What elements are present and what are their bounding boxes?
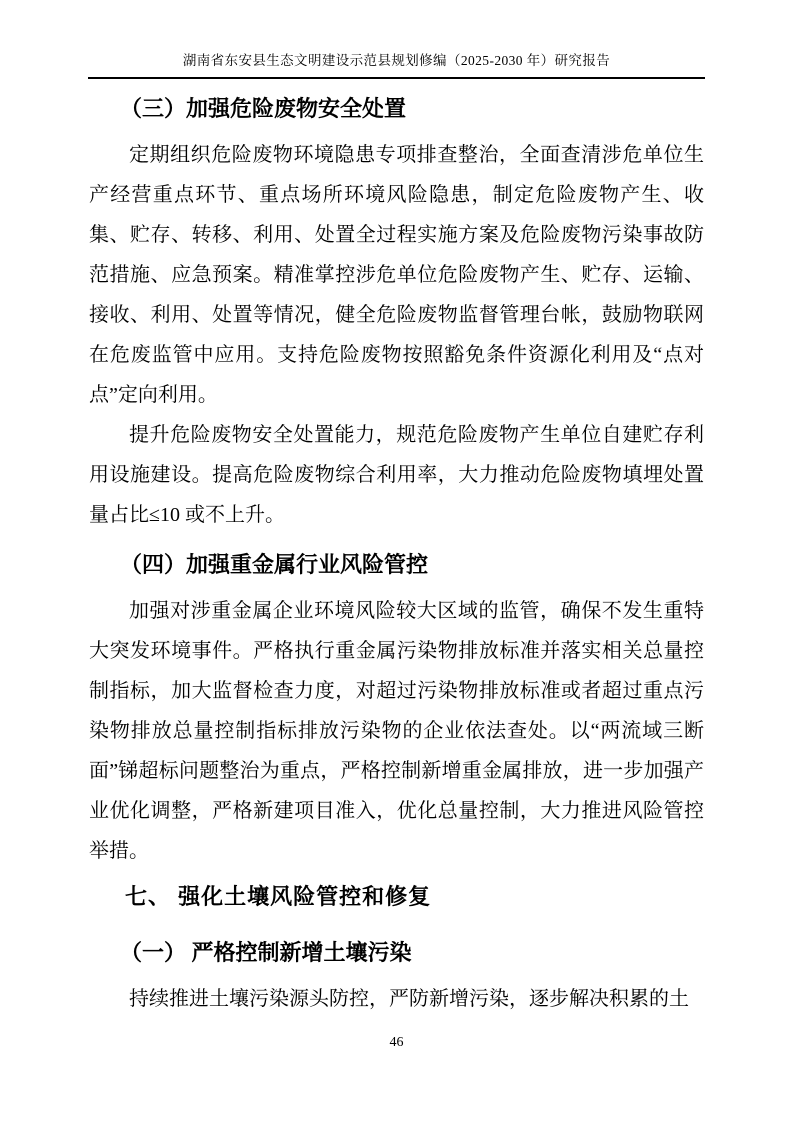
header-title: 湖南省东安县生态文明建设示范县规划修编（2025-2030 年）研究报告 bbox=[182, 53, 611, 68]
paragraph-hazardous-waste-capacity: 提升危险废物安全处置能力，规范危险废物产生单位自建贮存利用设施建设。提高危险废物综合利用率，大力推动危险废物填埋处置量占比≤10 或不上升。 bbox=[89, 424, 704, 526]
page-header bbox=[88, 0, 705, 79]
section-heading-hazardous-waste: （三）加强危险废物安全处置 bbox=[120, 96, 407, 121]
section-heading-new-soil-pollution: （一） 严格控制新增土壤污染 bbox=[120, 940, 412, 965]
page-footer bbox=[0, 1035, 793, 1051]
paragraph-heavy-metal-control: 加强对涉重金属企业环境风险较大区域的监管，确保不发生重特大突发环境事件。严格执行重金属污染物排放标准并落实相关总量控制指标，加大监督检查力度，对超过污染物排放标准或者超过重点污染物排放总量控制指标排放污染物的企业依法查处。以“两流域三断面”锑超标问题整治为重点，严格控制新增重金属排放，进一步加强产业优化调整，严格新建项目准入，优化总量控制，大力推进风险管控举措。 bbox=[89, 600, 704, 862]
page-content bbox=[89, 93, 704, 1019]
section-heading-heavy-metal: （四）加强重金属行业风险管控 bbox=[120, 552, 429, 577]
page-number: 46 bbox=[389, 1035, 404, 1050]
paragraph-soil-pollution-prevention: 持续推进土壤污染源头防控，严防新增污染，逐步解决积累的土 bbox=[129, 988, 689, 1010]
paragraph-hazardous-waste-inspection: 定期组织危险废物环境隐患专项排查整治，全面查清涉危单位生产经营重点环节、重点场所环境风险隐患，制定危险废物产生、收集、贮存、转移、利用、处置全过程实施方案及危险废物污染事故防范措施、应急预案。精准掌控涉危单位危险废物产生、贮存、运输、接收、利用、处置等情况，健全危险废物监督管理台帐，鼓励物联网在危废监管中应用。支持危险废物按照豁免条件资源化利用及“点对点”定向利用。 bbox=[89, 144, 704, 406]
chapter-heading-soil-risk: 七、 强化土壤风险管控和修复 bbox=[125, 884, 432, 909]
